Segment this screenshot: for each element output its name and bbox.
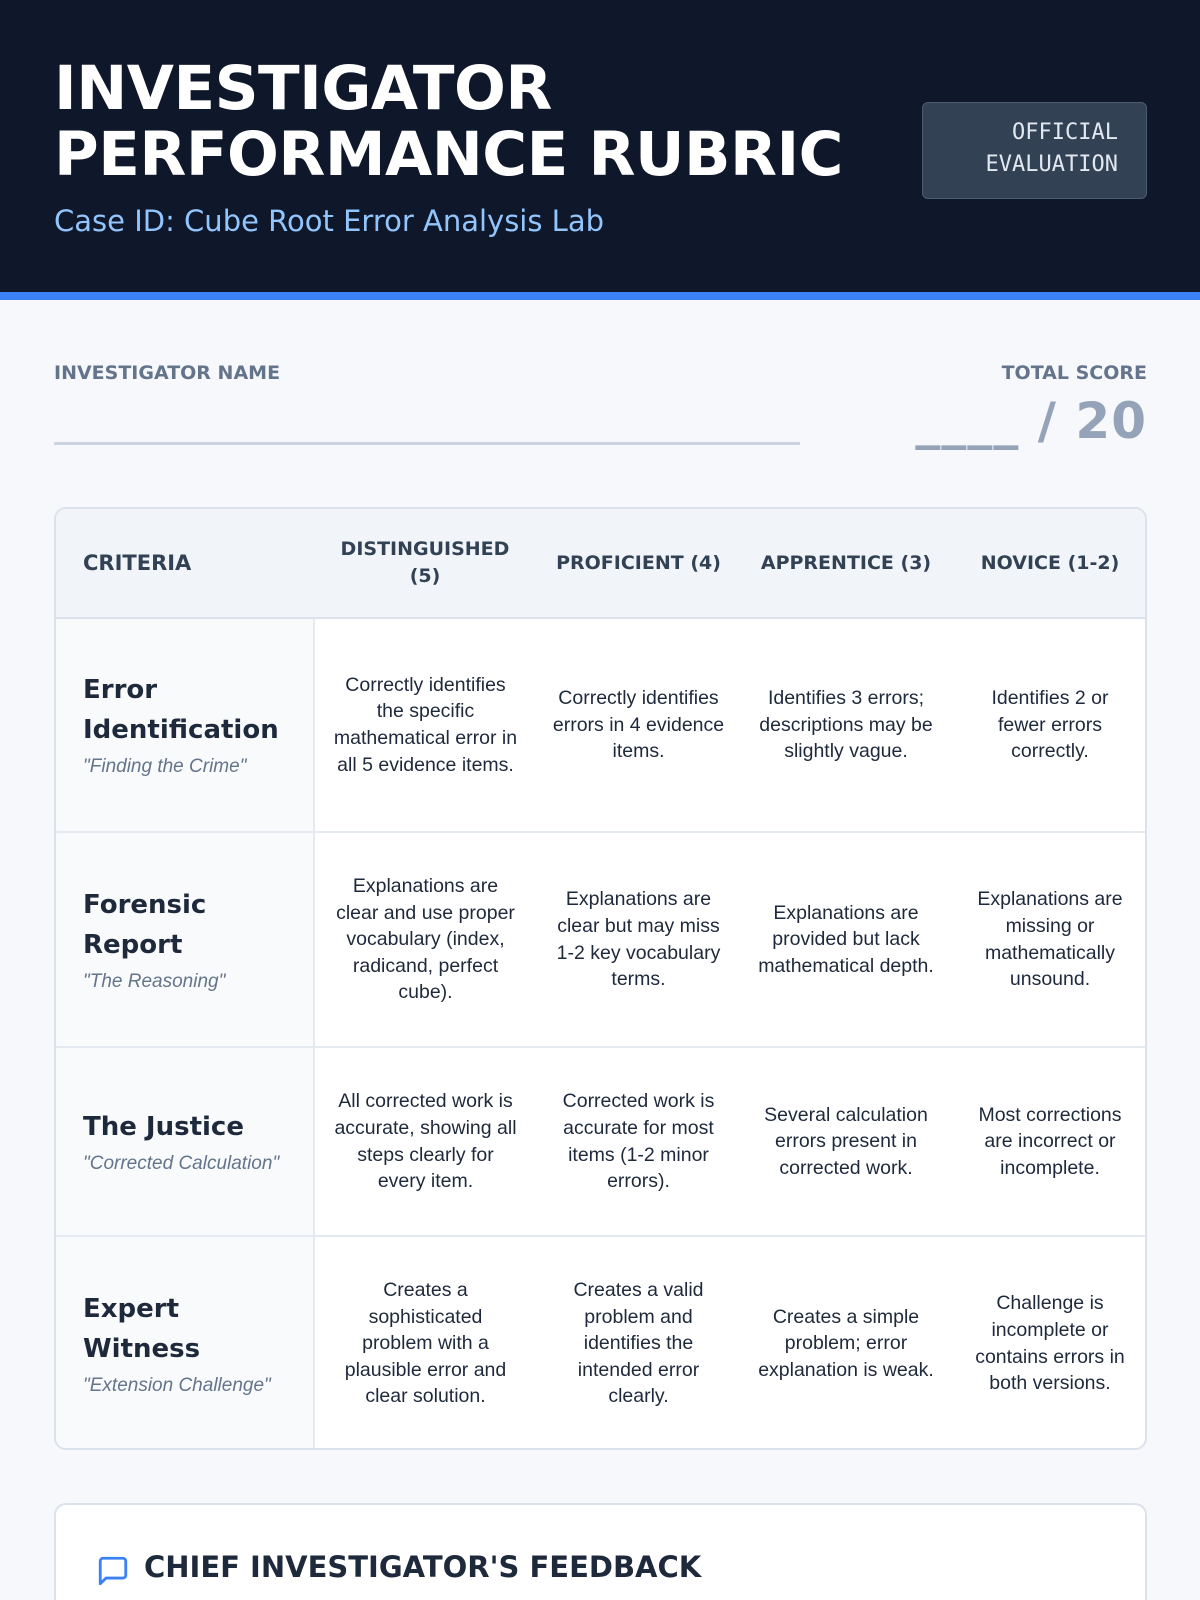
table-row — [56, 1047, 1147, 1236]
score-blank[interactable]: ____ — [915, 392, 1020, 450]
rubric-cell-distinguished: All corrected work is accurate, showing all steps clearly for every item. — [314, 1047, 536, 1236]
criteria-name: Expert Witness — [83, 1293, 201, 1364]
criteria-subtitle: "Extension Challenge" — [83, 1374, 271, 1396]
criteria-name: Error Identification — [83, 675, 279, 745]
rubric-cell-apprentice: Creates a simple problem; error explanation is weak. — [758, 1305, 934, 1381]
criteria-subtitle: "Finding the Crime" — [83, 756, 247, 777]
criteria-name: The Justice — [83, 1111, 244, 1142]
badge-line-2: EVALUATION — [985, 152, 1118, 177]
page-title — [54, 53, 874, 190]
col-header-proficient: PROFICIENT (4) — [536, 509, 741, 618]
rubric-table — [54, 507, 1147, 1450]
case-id: Case ID: Cube Root Error Analysis Lab — [54, 204, 605, 238]
rubric-header-row — [56, 509, 1147, 618]
criteria-cell — [56, 618, 314, 832]
rubric-cell-apprentice: Identifies 3 errors; descriptions may be slightly vague. — [741, 618, 951, 832]
title-line-1: INVESTIGATOR — [54, 53, 552, 124]
rubric-cell-proficient: Creates a valid problem and identifies the intended error clearly. — [573, 1279, 704, 1408]
criteria-cell — [56, 1236, 314, 1450]
rubric-cell-apprentice: Several calculation errors present in corrected work. — [741, 1047, 951, 1236]
rubric-cell-distinguished: Explanations are clear and use proper vocabulary (index, radicand, perfect cube). — [314, 832, 536, 1047]
criteria-cell — [56, 832, 314, 1047]
rubric-cell-proficient: Corrected work is accurate for most items (1-2 minor errors). — [536, 1047, 741, 1236]
rubric-cell-novice: Most corrections are incorrect or incomplete. — [951, 1047, 1147, 1236]
rubric-cell-distinguished: Creates a sophisticated problem with a plausible error and clear solution. — [344, 1279, 507, 1408]
table-row — [56, 618, 1147, 832]
rubric-cell-distinguished: Correctly identifies the specific mathematical error in all 5 evidence items. — [314, 618, 536, 832]
investigator-name-label: INVESTIGATOR NAME — [54, 362, 281, 384]
criteria-subtitle: "The Reasoning" — [83, 970, 226, 992]
criteria-subtitle: "Corrected Calculation" — [83, 1152, 280, 1174]
table-row — [56, 832, 1147, 1047]
rubric-cell-novice: Identifies 2 or fewer errors correctly. — [951, 618, 1147, 832]
col-header-novice: NOVICE (1-2) — [951, 509, 1147, 618]
criteria-name: Forensic Report — [83, 889, 207, 960]
total-score — [915, 392, 1147, 450]
rubric-cell-novice: Challenge is incomplete or contains errors in both versions. — [975, 1292, 1125, 1395]
rubric-cell-proficient: Correctly identifies errors in 4 evidence items. — [536, 618, 741, 832]
title-line-2: PERFORMANCE RUBRIC — [54, 119, 843, 190]
header-banner — [0, 0, 1200, 300]
col-header-apprentice: APPRENTICE (3) — [741, 509, 951, 618]
criteria-cell — [56, 1047, 314, 1236]
feedback-title: CHIEF INVESTIGATOR'S FEEDBACK — [144, 1550, 702, 1584]
investigator-name-field[interactable] — [54, 442, 800, 445]
total-score-label: TOTAL SCORE — [1001, 362, 1147, 384]
col-header-distinguished: DISTINGUISHED (5) — [314, 509, 536, 618]
col-header-criteria: CRITERIA — [56, 509, 314, 618]
score-max: / 20 — [1037, 392, 1147, 450]
chat-bubble-icon — [96, 1554, 130, 1588]
badge-line-1: OFFICIAL — [1012, 120, 1118, 145]
table-row — [56, 1236, 1147, 1450]
rubric-cell-proficient: Explanations are clear but may miss 1-2 key vocabulary terms. — [536, 832, 741, 1047]
official-evaluation-badge — [922, 102, 1147, 199]
rubric-cell-novice: Explanations are missing or mathematically unsound. — [951, 832, 1147, 1047]
feedback-section — [54, 1503, 1147, 1600]
rubric-cell-apprentice: Explanations are provided but lack mathematical depth. — [741, 832, 951, 1047]
